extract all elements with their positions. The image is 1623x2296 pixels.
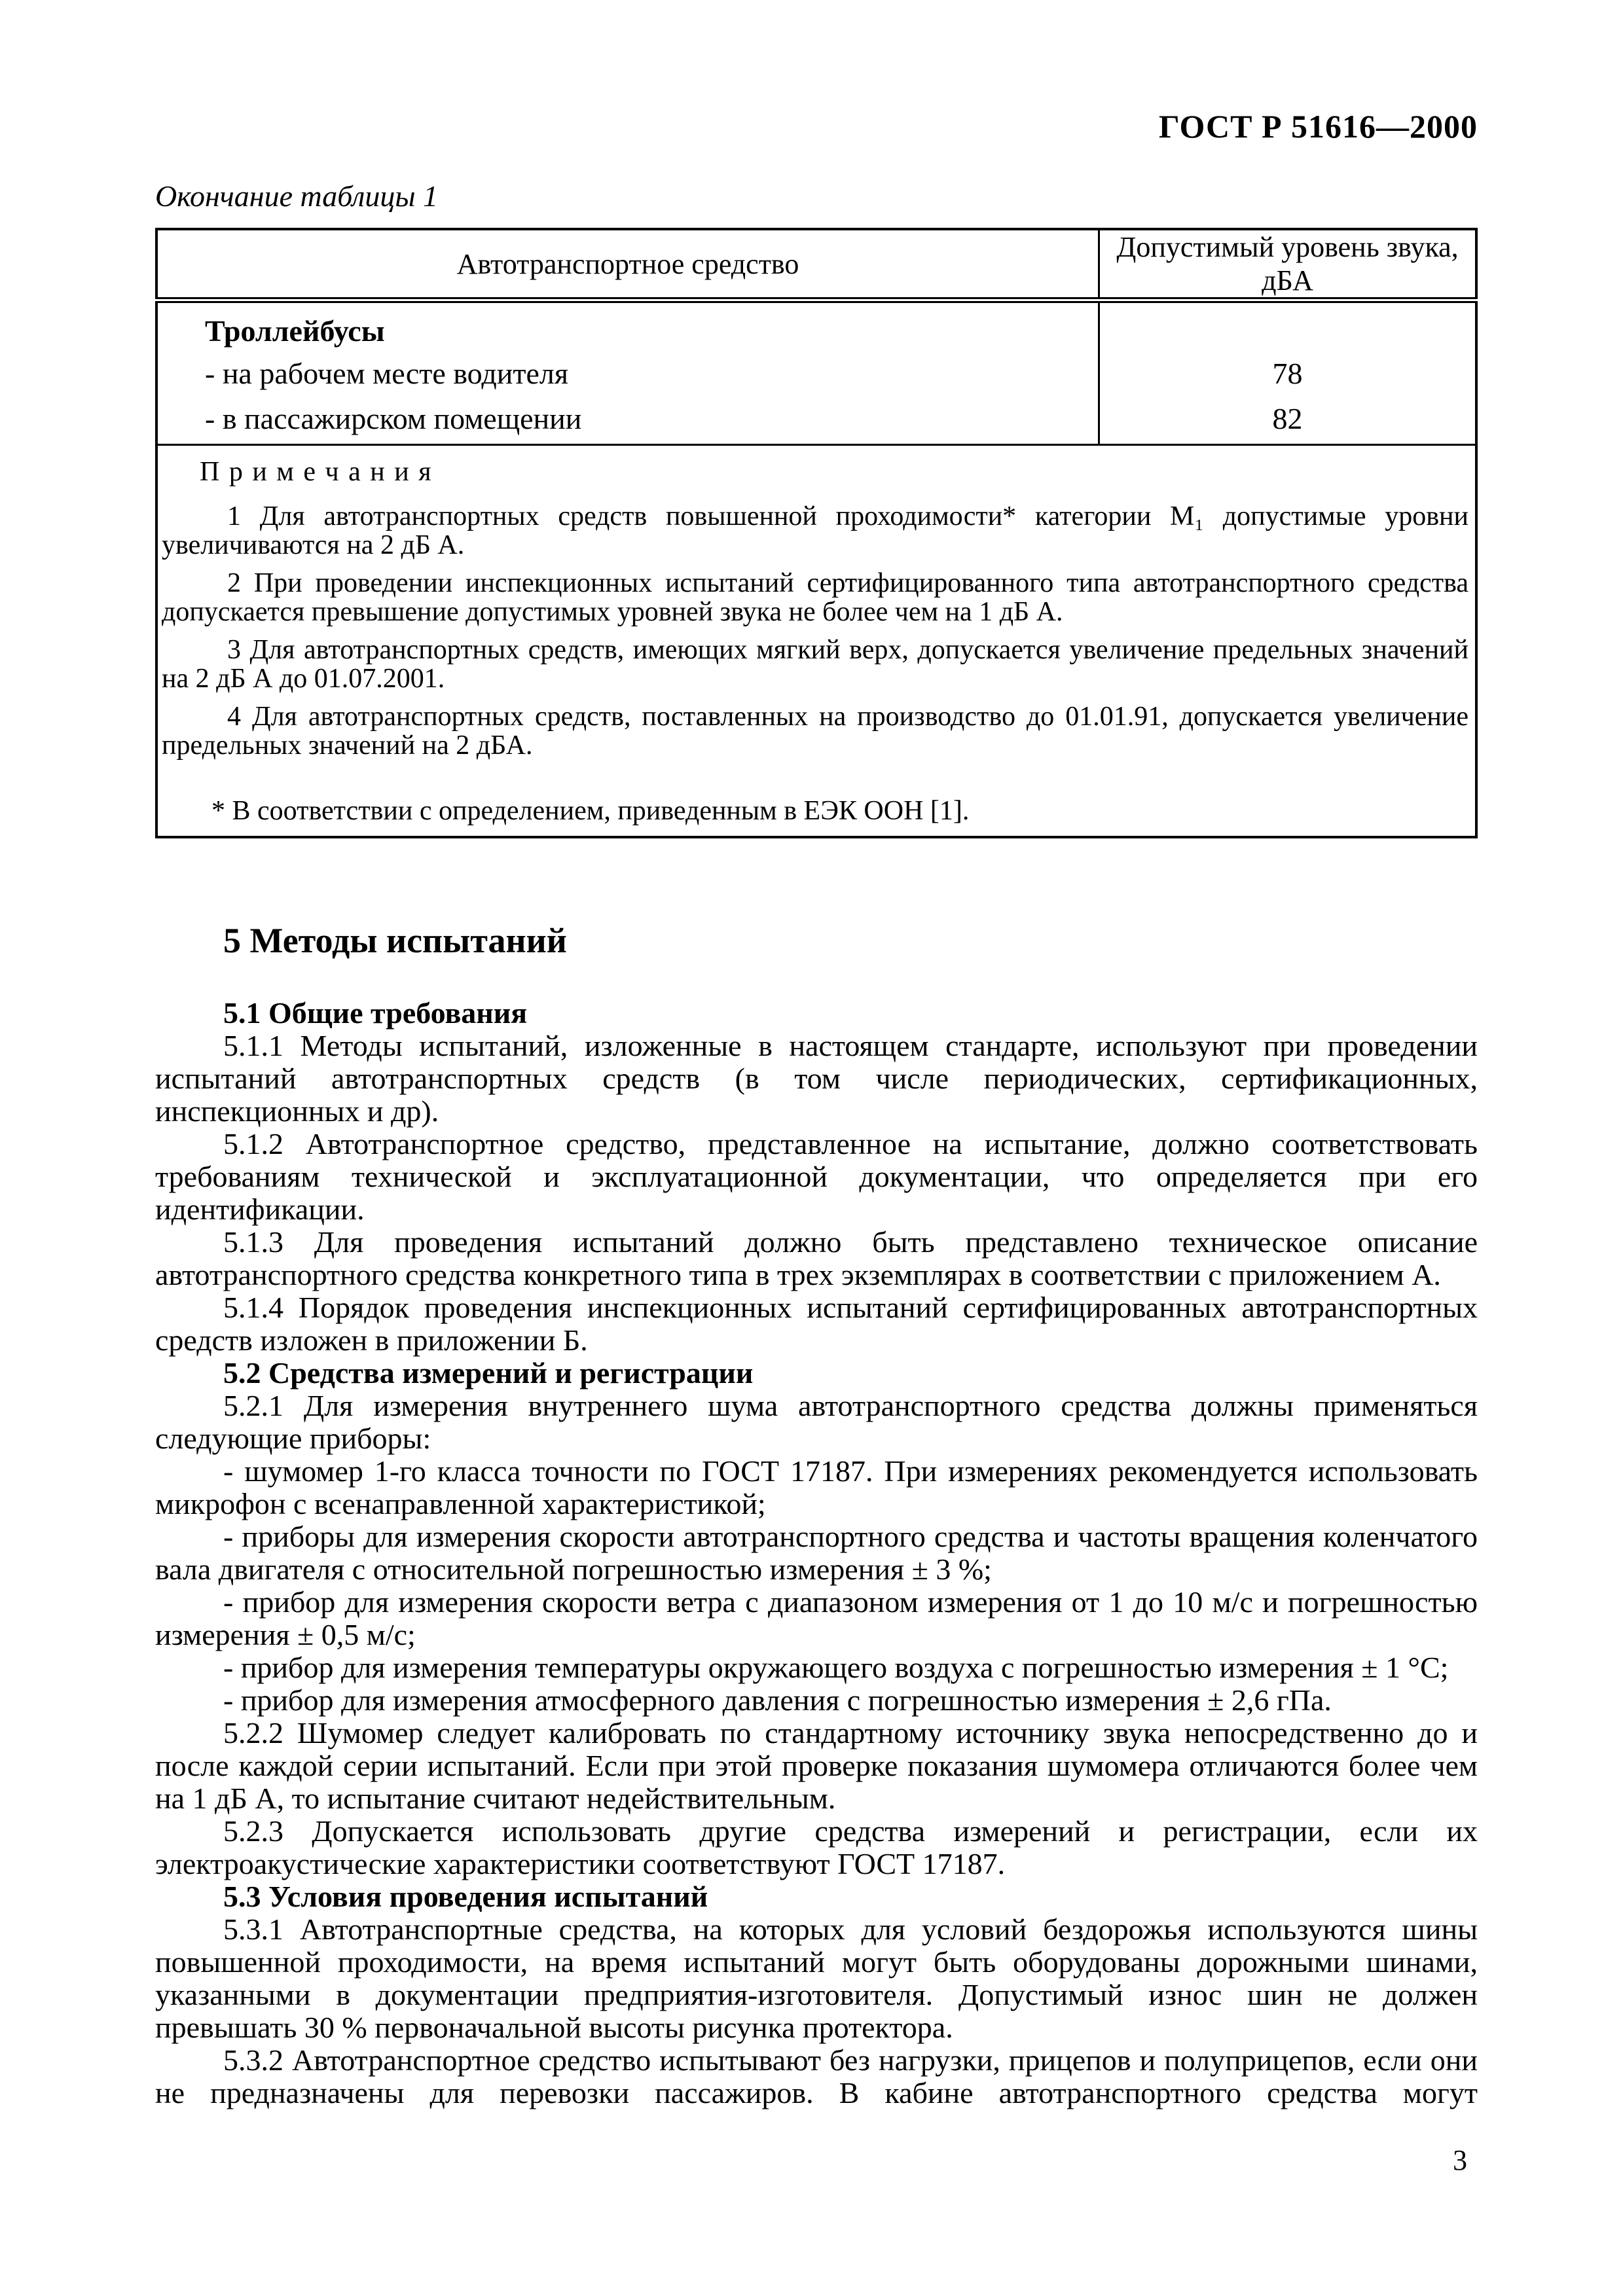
body-paragraph: 5.1.1 Методы испытаний, изложенные в настоящем стандарте, используют при проведении испытаний автотранспортных средств (в том числе периодических, сертификационных, инспекционных и др). [155, 1029, 1478, 1128]
noise-limits-table [155, 228, 1478, 838]
body-paragraph: - прибор для измерения температуры окружающего воздуха с погрешностью измерения ± 1 °С; [223, 1651, 1449, 1684]
note-2: 2 При проведении инспекционных испытаний сертифицированного типа автотранспортного средства допускается превышение допустимых уровней звука не более чем на 1 дБ А. [162, 568, 1468, 627]
section-body [155, 997, 1478, 2109]
body-paragraph: 5.2.3 Допускается использовать другие средства измерений и регистрации, если их электроакустические характеристики соответствуют ГОСТ 17187. [155, 1814, 1478, 1880]
table-row-passenger-compartment [156, 396, 1476, 445]
body-paragraph: 5.1.3 Для проведения испытаний должно быть представлено техническое описание автотранспортного средства конкретного типа в трех экземплярах в соответствии с приложением А. [155, 1225, 1478, 1291]
subsection-heading: 5.1 Общие требования [223, 996, 528, 1030]
row-label: - на рабочем месте водителя [156, 351, 1099, 396]
table-row-driver-workplace [156, 351, 1476, 396]
body-paragraph: - приборы для измерения скорости автотранспортного средства и частоты вращения коленчатого вала двигателя с относительной погрешностью измерения ± 3 %; [155, 1520, 1478, 1586]
body-paragraph: 5.3.2 Автотранспортное средство испытывают без нагрузки, прицепов и полуприцепов, если они не предназначены для перевозки пассажиров. В кабине автотранспортного средства могут [155, 2043, 1478, 2109]
body-paragraph: 5.3.1 Автотранспортные средства, на которых для условий бездорожья используются шины повышенной проходимости, на время испытаний могут быть оборудованы дорожными шинами, указанными в документации предприятия-изготовителя. Допустимый износ шин не должен превышать 30 % первоначальной высоты рисунка протектора. [155, 1912, 1478, 2044]
notes-title: П р и м е ч а н и я [200, 457, 433, 487]
column-header-vehicle: Автотранспортное средство [156, 229, 1099, 300]
body-paragraph: - прибор для измерения атмосферного давления с погрешностью измерения ± 2,6 гПа. [223, 1683, 1332, 1717]
page-number: 3 [1453, 2144, 1467, 2176]
table-caption: Окончание таблицы 1 [155, 179, 438, 213]
row-value: 78 [1272, 357, 1303, 390]
row-value: 82 [1272, 402, 1303, 435]
notes-cell [156, 445, 1476, 838]
row-label: - в пассажирском помещении [156, 396, 1099, 445]
column-header-sound-level: Допустимый уровень звука, дБА [1099, 229, 1477, 300]
body-paragraph: 5.1.4 Порядок проведения инспекционных испытаний сертифицированных автотранспортных средств изложен в приложении Б. [155, 1291, 1478, 1357]
document-code: ГОСТ Р 51616—2000 [1158, 108, 1478, 145]
footnote: * В соответствии с определением, приведенным в ЕЭК ООН [1]. [211, 796, 970, 826]
subsection-heading: 5.2 Средства измерений и регистрации [223, 1356, 754, 1390]
note-3: 3 Для автотранспортных средств, имеющих мягкий верх, допускается увеличение предельных значений на 2 дБ А до 01.07.2001. [162, 635, 1468, 694]
table-row-trolleybuses [156, 300, 1476, 351]
table-header-row [156, 229, 1476, 300]
body-paragraph: - прибор для измерения скорости ветра с диапазоном измерения от 1 до 10 м/с и погрешностью измерения ± 0,5 м/с; [155, 1585, 1478, 1651]
row-value [1099, 300, 1477, 351]
table-notes-row [156, 445, 1476, 838]
body-paragraph: 5.2.1 Для измерения внутреннего шума автотранспортного средства должны применяться следующие приборы: [155, 1389, 1478, 1455]
section-title: 5 Методы испытаний [223, 921, 567, 960]
note-4: 4 Для автотранспортных средств, поставленных на производство до 01.01.91, допускается увеличение предельных значений на 2 дБА. [162, 702, 1468, 761]
body-paragraph: 5.2.2 Шумомер следует калибровать по стандартному источнику звука непосредственно до и после каждой серии испытаний. Если при этой проверке показания шумомера отличаются более чем на 1 дБ А, то испытание считают недействительным. [155, 1716, 1478, 1815]
row-label: Троллейбусы [156, 300, 1099, 351]
body-paragraph: - шумомер 1-го класса точности по ГОСТ 17187. При измерениях рекомендуется использовать микрофон с всенаправленной характеристикой; [155, 1454, 1478, 1520]
body-paragraph: 5.1.2 Автотранспортное средство, представленное на испытание, должно соответствовать требованиям технической и эксплуатационной документации, что определяется при его идентификации. [155, 1127, 1478, 1226]
note-1: 1 Для автотранспортных средств повышенной проходимости* категории М₁ допустимые уровни увеличиваются на 2 дБ А. [162, 501, 1468, 560]
subsection-heading: 5.3 Условия проведения испытаний [223, 1880, 708, 1913]
